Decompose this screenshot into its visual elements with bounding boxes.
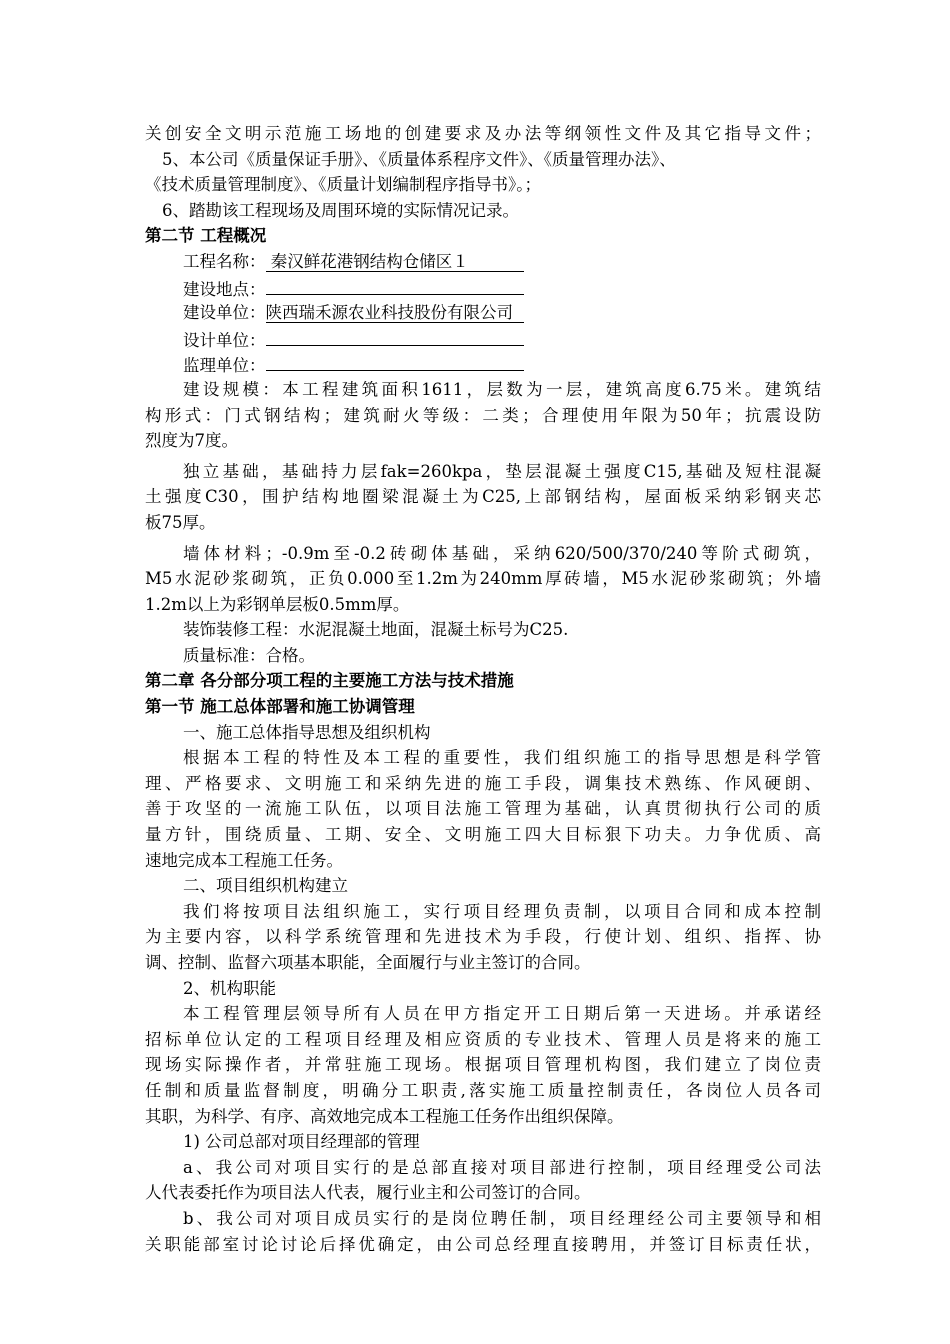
scale-paragraph: 构形式：门式钢结构；建筑耐火等级：二类；合理使用年限为50年；抗震设防	[145, 405, 821, 425]
document-page	[145, 121, 821, 1257]
field-value: 陕西瑞禾源农业科技股份有限公司	[266, 303, 524, 323]
paragraph-line: 调、控制、监督六项基本职能，全面履行与业主签订的合同。	[145, 953, 591, 972]
quality-line: 质量标准：合格。	[183, 645, 315, 665]
paragraph-line: 理、严格要求、文明施工和采纳先进的施工手段，调集技术熟练、作风硬朗、	[145, 773, 821, 793]
field-label: 工程名称：	[183, 251, 266, 271]
foundation-paragraph: 板75厚。	[145, 512, 216, 532]
section-heading-deployment: 第一节 施工总体部署和施工协调管理	[145, 697, 415, 717]
subheading: 二、项目组织机构建立	[183, 876, 348, 896]
paragraph-line: b、我公司对项目成员实行的是岗位聘任制，项目经理经公司主要领导和相	[183, 1208, 821, 1228]
field-label: 设计单位：	[183, 330, 266, 350]
paragraph-line: 为主要内容，以科学系统管理和先进技术为手段，行使计划、组织、指挥、协	[145, 927, 821, 947]
subheading: 2、机构职能	[183, 978, 276, 998]
intro-item-5: 5、本公司《质量保证手册》、《质量体系程序文件》、《质量管理办法》、	[162, 149, 676, 169]
field-project-name	[145, 249, 821, 275]
paragraph-line: 我们将按项目法组织施工，实行项目经理负责制，以项目合同和成本控制	[183, 901, 821, 921]
wall-paragraph: 1.2m以上为彩钢单层板0.5mm厚。	[145, 594, 410, 614]
field-value	[266, 275, 524, 295]
paragraph-line: 其职，为科学、有序、高效地完成本工程施工任务作出组织保障。	[145, 1106, 624, 1126]
field-value	[266, 326, 524, 346]
field-supervisor	[145, 351, 821, 377]
foundation-paragraph: 独立基础，基础持力层fak=260kpa，垫层混凝土强度C15,基础及短柱混凝	[183, 461, 821, 481]
field-site	[145, 275, 821, 301]
paragraph-line: a、我公司对项目实行的是总部直接对项目部进行控制，项目经理受公司法	[183, 1157, 821, 1177]
field-designer	[145, 326, 821, 352]
paragraph-line: 人代表委托作为项目法人代表，履行业主和公司签订的合同。	[145, 1183, 591, 1203]
field-label: 建设单位：	[183, 303, 266, 323]
paragraph-line: 现场实际操作者，并常驻施工现场。根据项目管理机构图，我们建立了岗位责	[145, 1055, 821, 1075]
field-label: 建设地点：	[183, 279, 266, 299]
subheading: 一、施工总体指导思想及组织机构	[183, 722, 431, 742]
paragraph-line: 量方针，围绕质量、工期、安全、文明施工四大目标狠下功夫。力争优质、高	[145, 825, 821, 845]
intro-line: 关创安全文明示范施工场地的创建要求及办法等纲领性文件及其它指导文件；	[145, 124, 821, 143]
scale-paragraph: 建设规模：本工程建筑面积1611，层数为一层，建筑高度6.75米。建筑结	[183, 379, 821, 399]
decoration-line: 装饰装修工程：水泥混凝土地面，混凝土标号为C25.	[183, 620, 569, 640]
wall-paragraph: 墙体材料；-0.9m至-0.2砖砌体基础，采纳620/500/370/240等阶式砌筑，	[183, 543, 821, 563]
subheading: 1) 公司总部对项目经理部的管理	[183, 1132, 420, 1152]
paragraph-line: 关职能部室讨论讨论后择优确定，由公司总经理直接聘用，并签订目标责任状，	[145, 1234, 821, 1254]
chapter-heading: 第二章 各分部分项工程的主要施工方法与技术措施	[145, 671, 514, 691]
intro-item-5-cont: 《技术质量管理制度》、《质量计划编制程序指导书》。；	[145, 175, 541, 195]
paragraph-line: 善于攻坚的一流施工队伍，以项目法施工管理为基础，认真贯彻执行公司的质	[145, 799, 821, 819]
field-value: 秦汉鲜花港钢结构仓储区１	[266, 252, 524, 272]
paragraph-line: 本工程管理层领导所有人员在甲方指定开工日期后第一天进场。并承诺经	[183, 1004, 821, 1024]
field-owner	[145, 300, 821, 326]
paragraph-line: 速地完成本工程施工任务。	[145, 850, 343, 870]
paragraph-line: 招标单位认定的工程项目经理及相应资质的专业技术、管理人员是将来的施工	[145, 1029, 821, 1049]
foundation-paragraph: 土强度C30，围护结构地圈梁混凝土为C25,上部钢结构，屋面板采纳彩钢夹芯	[145, 487, 821, 507]
paragraph-line: 根据本工程的特性及本工程的重要性，我们组织施工的指导思想是科学管	[183, 748, 821, 768]
scale-paragraph: 烈度为7度。	[145, 431, 238, 451]
section-heading-overview: 第二节 工程概况	[145, 226, 267, 246]
field-value	[266, 351, 524, 371]
field-label: 监理单位：	[183, 356, 266, 376]
paragraph-line: 任制和质量监督制度，明确分工职责,落实施工质量控制责任，各岗位人员各司	[145, 1080, 821, 1100]
wall-paragraph: M5水泥砂浆砌筑，正负0.000至1.2m为240mm厚砖墙，M5水泥砂浆砌筑；外墙	[145, 569, 821, 589]
intro-item-6: 6、踏勘该工程现场及周围环境的实际情况记录。	[162, 200, 519, 220]
